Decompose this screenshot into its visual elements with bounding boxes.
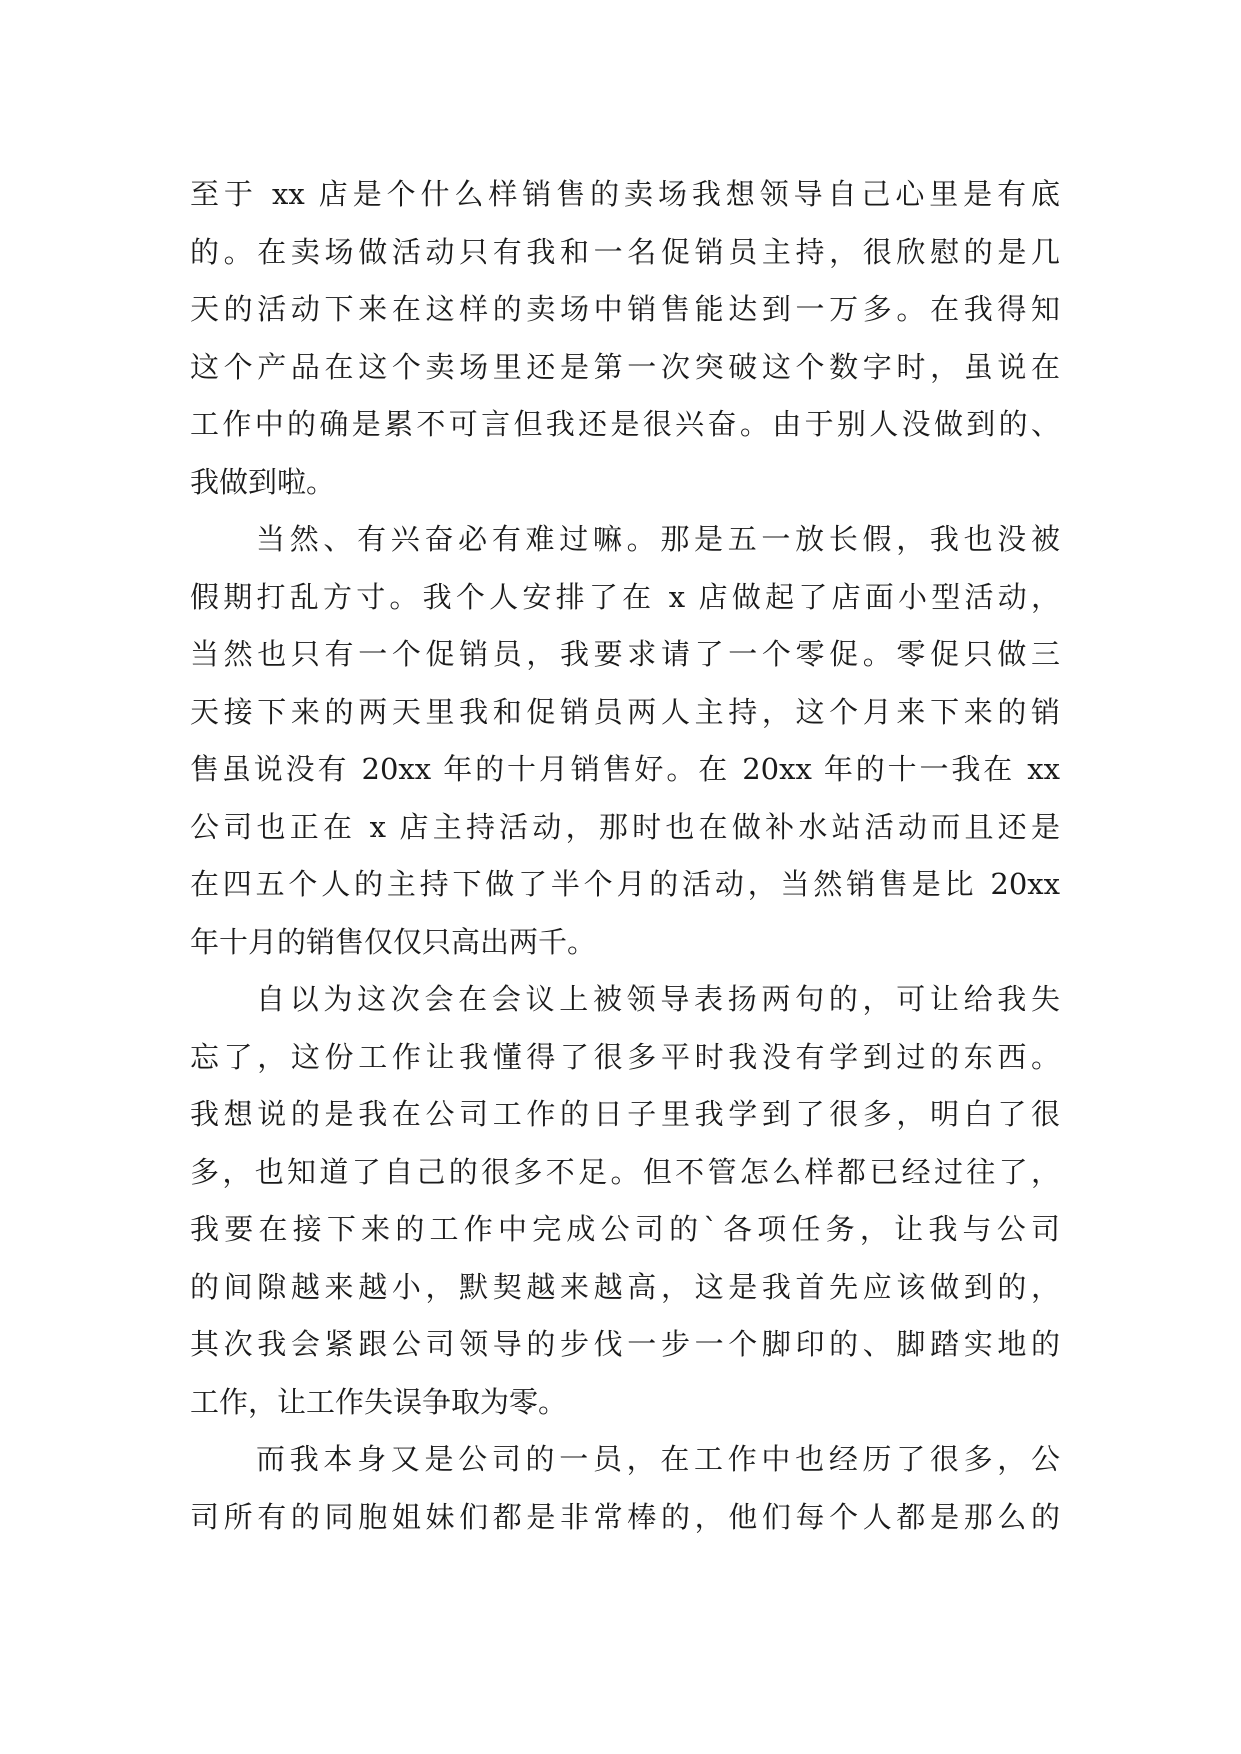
text-line: 忘了，这份工作让我懂得了很多平时我没有学到过的东西。 xyxy=(190,1039,1060,1074)
paragraph xyxy=(190,971,1060,1431)
text-line: 的间隙越来越小，默契越来越高，这是我首先应该做到的， xyxy=(190,1269,1060,1304)
text-line: 公司也正在 x 店主持活动，那时也在做补水站活动而且还是 xyxy=(190,809,1060,844)
text-line: 天接下来的两天里我和促销员两人主持，这个月来下来的销 xyxy=(190,694,1060,729)
document-body xyxy=(190,166,1060,1546)
text-line: 当然、有兴奋必有难过嘛。那是五一放长假，我也没被 xyxy=(256,522,1060,556)
text-line: 售虽说没有 20xx 年的十月销售好。在 20xx 年的十一我在 xx xyxy=(190,752,1060,786)
paragraph xyxy=(190,166,1060,511)
text-line: 我做到啦。 xyxy=(190,464,336,499)
text-line: 工作，让工作失误争取为零。 xyxy=(190,1384,568,1419)
text-line: 我要在接下来的工作中完成公司的`各项任务，让我与公司 xyxy=(190,1212,1060,1246)
text-line: 这个产品在这个卖场里还是第一次突破这个数字时，虽说在 xyxy=(190,349,1060,384)
text-line: 的。在卖场做活动只有我和一名促销员主持，很欣慰的是几 xyxy=(190,234,1060,269)
text-line: 工作中的确是累不可言但我还是很兴奋。由于别人没做到的、 xyxy=(190,407,1060,441)
text-line: 天的活动下来在这样的卖场中销售能达到一万多。在我得知 xyxy=(190,292,1060,326)
text-line: 我想说的是我在公司工作的日子里我学到了很多，明白了很 xyxy=(190,1097,1060,1131)
paragraph xyxy=(190,511,1060,971)
text-line: 假期打乱方寸。我个人安排了在 x 店做起了店面小型活动， xyxy=(190,579,1060,614)
text-line: 多，也知道了自己的很多不足。但不管怎么样都已经过往了， xyxy=(190,1154,1060,1189)
paragraph xyxy=(190,1431,1060,1546)
text-line: 当然也只有一个促销员，我要求请了一个零促。零促只做三 xyxy=(190,637,1060,671)
text-line: 自以为这次会在会议上被领导表扬两句的，可让给我失 xyxy=(256,982,1060,1016)
text-line: 而我本身又是公司的一员，在工作中也经历了很多，公 xyxy=(256,1442,1060,1476)
text-line: 其次我会紧跟公司领导的步伐一步一个脚印的、脚踏实地的 xyxy=(190,1327,1060,1361)
text-line: 在四五个人的主持下做了半个月的活动，当然销售是比 20xx xyxy=(190,867,1060,901)
text-line: 司所有的同胞姐妹们都是非常棒的，他们每个人都是那么的 xyxy=(190,1499,1060,1534)
text-line: 至于 xx 店是个什么样销售的卖场我想领导自己心里是有底 xyxy=(190,177,1060,211)
text-line: 年十月的销售仅仅只高出两千。 xyxy=(190,924,597,959)
